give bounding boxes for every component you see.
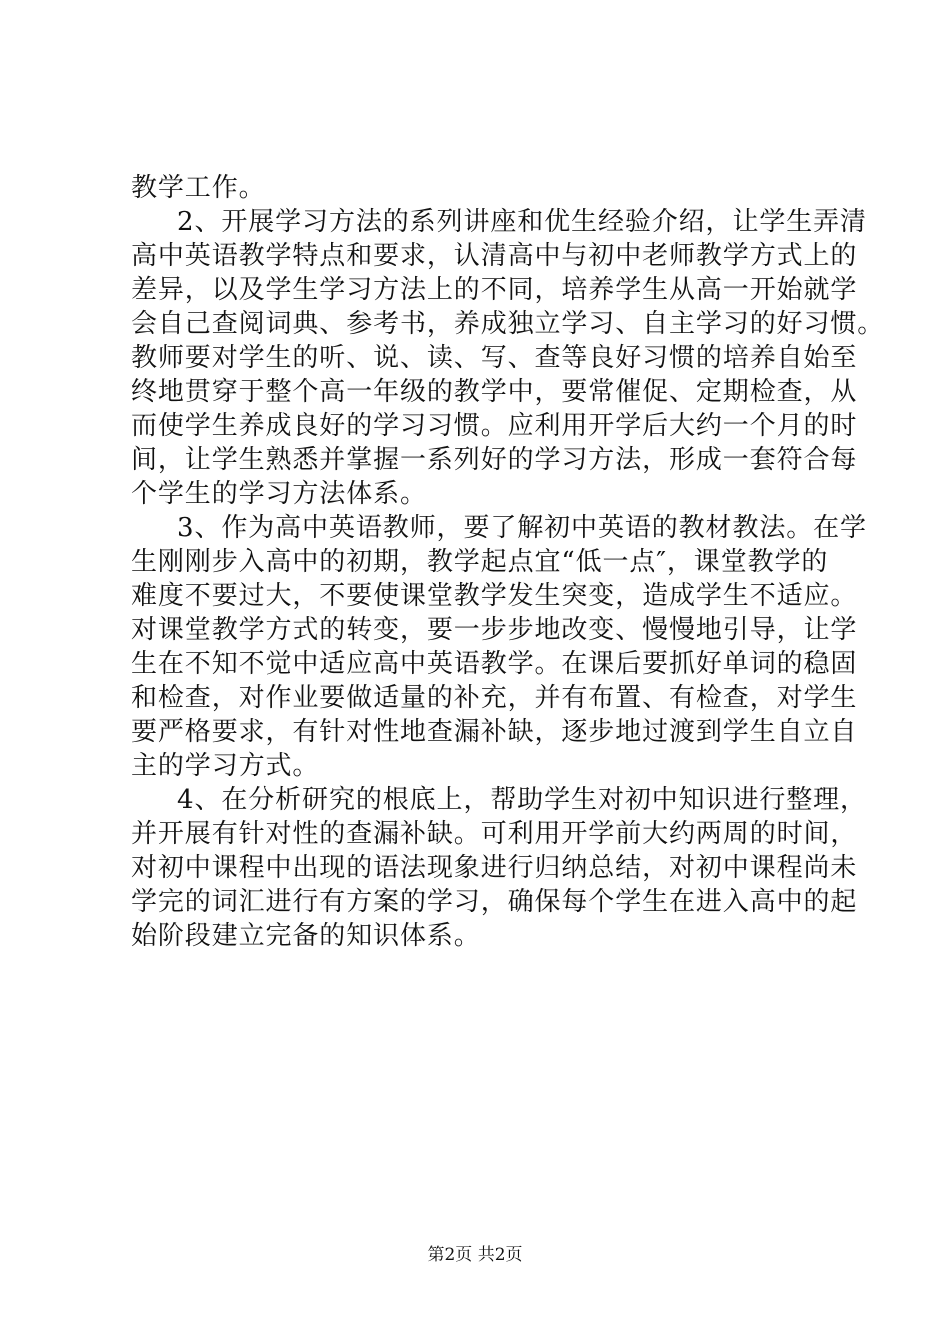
text-line: 教学工作。	[131, 173, 266, 203]
text-line: 个学生的学习方法体系。	[131, 479, 427, 509]
document-body	[131, 171, 885, 953]
text-line: 间，让学生熟悉并掌握一系列好的学习方法，形成一套符合每	[131, 445, 858, 475]
text-line: 会自己查阅词典、参考书，养成独立学习、自主学习的好习惯。	[131, 309, 885, 339]
page-number-footer: 第2页 共2页	[427, 1245, 523, 1265]
text-line: 学完的词汇进行有方案的学习，确保每个学生在进入高中的起	[131, 887, 858, 917]
text-line: 主的学习方式。	[131, 751, 320, 781]
paragraph-3-first-line: 3、作为高中英语教师，要了解初中英语的教材教法。在学	[177, 513, 867, 543]
text-line: 终地贯穿于整个高一年级的教学中，要常催促、定期检查，从	[131, 377, 858, 407]
text-line: 差异，以及学生学习方法上的不同，培养学生从高一开始就学	[131, 275, 858, 305]
text-line: 并开展有针对性的查漏补缺。可利用开学前大约两周的时间，	[131, 819, 858, 849]
text-line: 始阶段建立完备的知识体系。	[131, 921, 481, 951]
text-line: 难度不要过大，不要使课堂教学发生突变，造成学生不适应。	[131, 581, 858, 611]
paragraph-4-first-line: 4、在分析研究的根底上，帮助学生对初中知识进行整理，	[177, 785, 867, 815]
text-line: 对初中课程中出现的语法现象进行归纳总结，对初中课程尚未	[131, 853, 858, 883]
text-line: 要严格要求，有针对性地查漏补缺，逐步地过渡到学生自立自	[131, 717, 858, 747]
paragraph-2-first-line: 2、开展学习方法的系列讲座和优生经验介绍，让学生弄清	[177, 207, 867, 237]
text-line: 和检查，对作业要做适量的补充，并有布置、有检查，对学生	[131, 683, 858, 713]
text-line: 教师要对学生的听、说、读、写、查等良好习惯的培养自始至	[131, 343, 858, 373]
text-line: 生在不知不觉中适应高中英语教学。在课后要抓好单词的稳固	[131, 649, 858, 679]
text-line: 对课堂教学方式的转变，要一步步地改变、慢慢地引导，让学	[131, 615, 858, 645]
text-line: 而使学生养成良好的学习习惯。应利用开学后大约一个月的时	[131, 411, 858, 441]
text-line: 高中英语教学特点和要求，认清高中与初中老师教学方式上的	[131, 241, 858, 271]
text-line: 生刚刚步入高中的初期，教学起点宜“低一点″，课堂教学的	[131, 547, 829, 577]
